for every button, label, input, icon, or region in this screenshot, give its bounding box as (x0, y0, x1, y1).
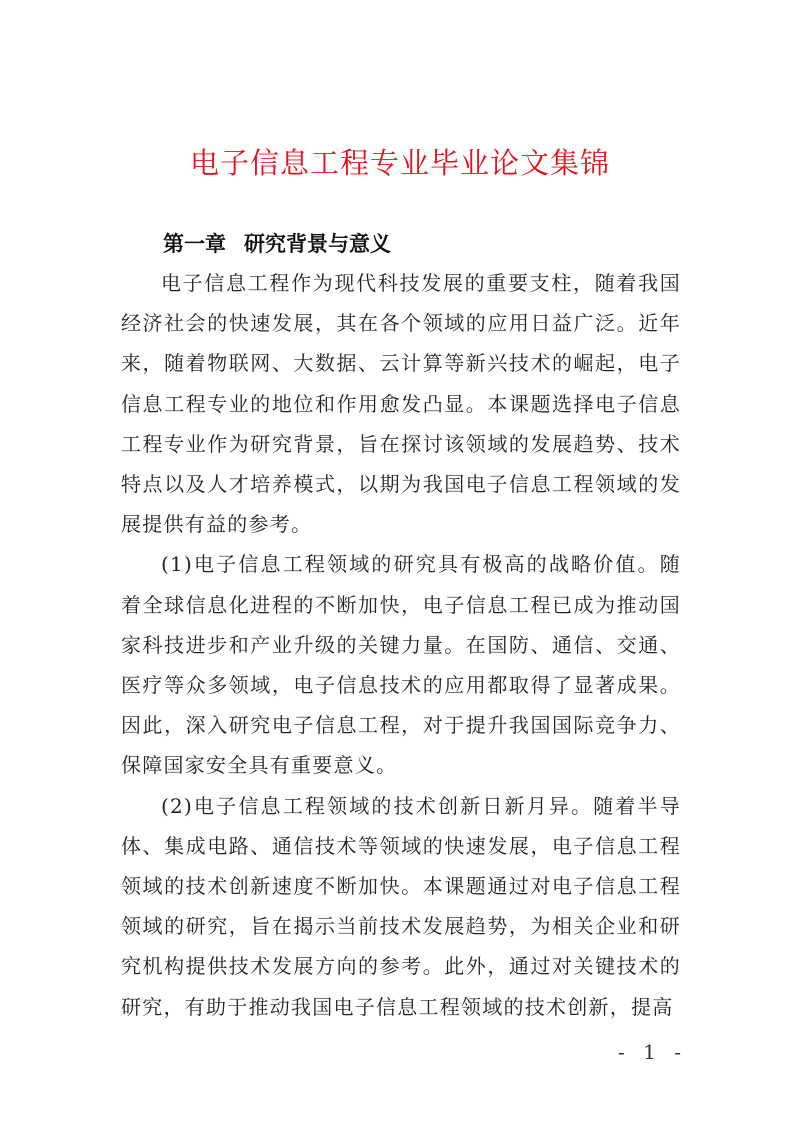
paragraph-point-1: (1)电子信息工程领域的研究具有极高的战略价值。随着全球信息化进程的不断加快，电子信息工程已成为推动国家科技进步和产业升级的关键力量。在国防、通信、交通、医疗等众多领域，电子信息技术的应用都取得了显著成果。因此，深入研究电子信息工程，对于提升我国国际竞争力、保障国家安全具有重要意义。 (121, 552, 681, 778)
page-number: - 1 - (618, 1040, 687, 1064)
paragraph-intro: 电子信息工程作为现代科技发展的重要支柱，随着我国经济社会的快速发展，其在各个领域的应用日益广泛。近年来，随着物联网、大数据、云计算等新兴技术的崛起，电子信息工程专业的地位和作用愈发凸显。本课题选择电子信息工程专业作为研究背景，旨在探讨该领域的发展趋势、技术特点以及人才培养模式，以期为我国电子信息工程领域的发展提供有益的参考。 (121, 271, 681, 537)
chapter-number: 第一章 (163, 232, 226, 256)
chapter-title: 研究背景与意义 (244, 232, 391, 256)
chapter-body (121, 263, 681, 1027)
document-title: 电子信息工程专业毕业论文集锦 (189, 146, 610, 180)
chapter-heading (163, 228, 391, 260)
paragraph-point-2: (2)电子信息工程领域的技术创新日新月异。随着半导体、集成电路、通信技术等领域的快速发展，电子信息工程领域的技术创新速度不断加快。本课题通过对电子信息工程领域的研究，旨在揭示当前技术发展趋势，为相关企业和研究机构提供技术发展方向的参考。此外，通过对关键技术的研究，有助于推动我国电子信息工程领域的技术创新，提高 (121, 793, 681, 1019)
